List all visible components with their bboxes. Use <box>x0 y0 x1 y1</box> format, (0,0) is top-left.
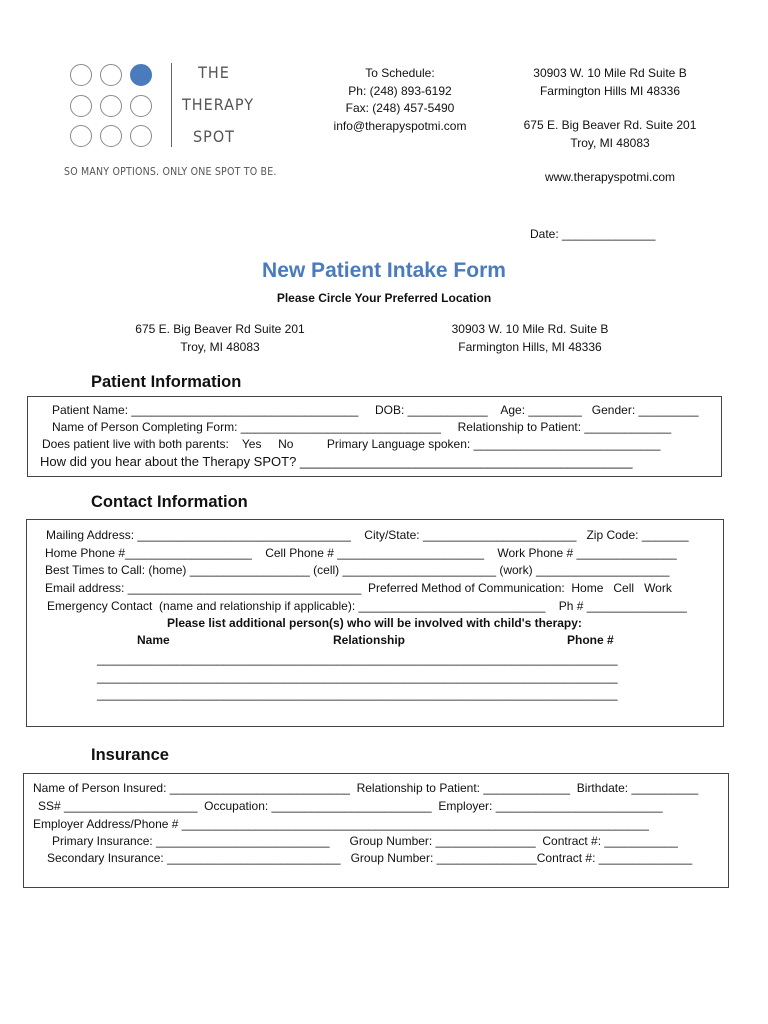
additional-person-line-2[interactable]: ______________________________________________________________________________ <box>97 670 618 684</box>
column-relationship: Relationship <box>333 633 406 647</box>
column-name: Name <box>137 633 170 647</box>
ssn-occupation-row[interactable]: SS# ____________________ Occupation: ________________________ Employer: _________________________ <box>38 799 663 813</box>
employer-address-row[interactable]: Employer Address/Phone # ______________________________________________________________________ <box>33 817 649 831</box>
insurance-heading: Insurance <box>91 746 169 764</box>
address-2-line-2: Troy, MI 48083 <box>570 135 650 150</box>
logo-circle <box>70 125 92 147</box>
referral-source-row[interactable]: How did you hear about the Therapy SPOT? ______________________________________________ <box>40 454 633 469</box>
schedule-email: info@therapyspotmi.com <box>333 118 467 133</box>
primary-insurance-row[interactable]: Primary Insurance: __________________________ Group Number: _______________ Contract #: ___________ <box>52 834 678 848</box>
location-option-troy[interactable] <box>120 321 320 356</box>
logo-circle <box>100 64 122 86</box>
patient-info-box <box>27 396 722 477</box>
location-troy-line-1: 675 E. Big Beaver Rd Suite 201 <box>135 322 305 336</box>
person-completing-row[interactable]: Name of Person Completing Form: ______________________________ Relationship to Patient: _____________ <box>52 420 672 434</box>
contact-info-box <box>26 519 724 727</box>
logo-line-2: THERAPY <box>182 95 255 114</box>
additional-person-line-1[interactable]: ______________________________________________________________________________ <box>97 652 618 666</box>
column-phone: Phone # <box>567 633 614 647</box>
schedule-fax: Fax: (248) 457-5490 <box>345 101 455 115</box>
patient-info-heading: Patient Information <box>91 373 242 391</box>
contact-info-heading: Contact Information <box>91 493 248 511</box>
logo-circle <box>130 95 152 117</box>
logo-circle-filled <box>130 64 152 86</box>
address-2-line-1: 675 E. Big Beaver Rd. Suite 201 <box>523 118 697 132</box>
parents-language-row[interactable]: Does patient live with both parents: Yes No Primary Language spoken: ____________________________ <box>42 437 661 451</box>
insurance-box <box>23 773 729 888</box>
additional-person-line-3[interactable]: ______________________________________________________________________________ <box>97 687 618 701</box>
location-farmington-line-2: Farmington Hills, MI 48336 <box>458 339 602 354</box>
logo-circle <box>130 125 152 147</box>
logo-circle <box>100 95 122 117</box>
logo-line-3: SPOT <box>193 127 235 146</box>
phone-numbers-row[interactable]: Home Phone #___________________ Cell Phone # ______________________ Work Phone # _______________ <box>45 546 677 560</box>
header-addresses <box>505 65 715 187</box>
logo-divider <box>171 63 172 147</box>
person-insured-row[interactable]: Name of Person Insured: ___________________________ Relationship to Patient: _____________ Birthdate: __________ <box>33 781 699 795</box>
logo-circle <box>70 95 92 117</box>
schedule-block <box>300 65 500 135</box>
logo-tagline: SO MANY OPTIONS. ONLY ONE SPOT TO BE. <box>64 166 277 178</box>
schedule-phone: Ph: (248) 893-6192 <box>348 83 452 98</box>
form-subtitle: Please Circle Your Preferred Location <box>276 291 492 305</box>
mailing-address-row[interactable]: Mailing Address: ________________________________ City/State: _______________________ Zip Code: _______ <box>46 528 689 542</box>
website: www.therapyspotmi.com <box>544 170 676 184</box>
location-troy-line-2: Troy, MI 48083 <box>180 339 260 354</box>
location-farmington-line-1: 30903 W. 10 Mile Rd. Suite B <box>451 322 609 336</box>
emergency-contact-row[interactable]: Emergency Contact (name and relationship if applicable): ____________________________ Ph # _______________ <box>47 599 687 613</box>
location-option-farmington[interactable] <box>430 321 630 356</box>
best-times-row[interactable]: Best Times to Call: (home) __________________ (cell) _______________________ (work) ____________________ <box>45 563 670 577</box>
additional-persons-prompt: Please list additional person(s) who will be involved with child's therapy: <box>167 616 582 630</box>
form-title: New Patient Intake Form <box>262 259 506 282</box>
email-communication-row[interactable]: Email address: ___________________________________ Preferred Method of Communication: Home Cell Work <box>45 581 672 595</box>
date-field[interactable]: Date: ______________ <box>530 227 656 241</box>
logo-line-1: THE <box>198 63 230 82</box>
schedule-label: To Schedule: <box>365 66 435 80</box>
secondary-insurance-row[interactable]: Secondary Insurance: __________________________ Group Number: _______________Contract #: ______________ <box>47 851 693 865</box>
logo <box>60 55 277 185</box>
logo-circle <box>70 64 92 86</box>
logo-circle <box>100 125 122 147</box>
address-1-line-2: Farmington Hills MI 48336 <box>539 83 681 98</box>
address-1-line-1: 30903 W. 10 Mile Rd Suite B <box>533 66 687 80</box>
patient-name-row[interactable]: Patient Name: __________________________________ DOB: ____________ Age: ________ Gender: _________ <box>52 403 699 417</box>
